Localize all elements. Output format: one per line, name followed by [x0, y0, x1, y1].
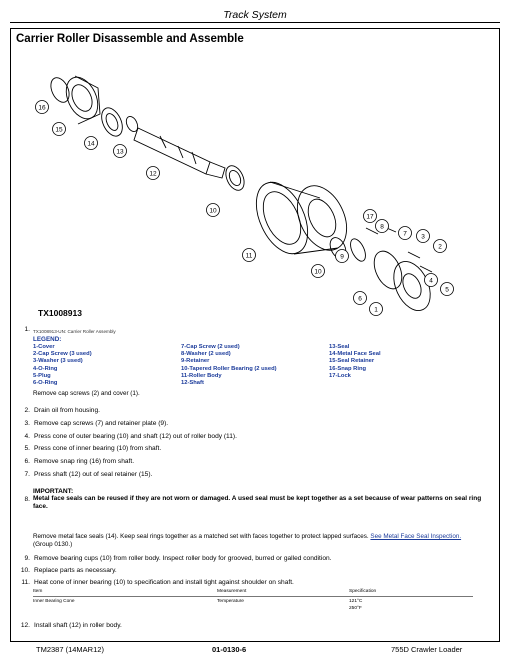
legend-column-1 — [33, 344, 92, 387]
snap-ring-part — [47, 75, 72, 105]
spec-table-divider — [33, 596, 473, 597]
legend-item: 8-Washer (2 used) — [181, 351, 231, 358]
svg-text:13: 13 — [116, 148, 124, 156]
section-title: Carrier Roller Disassemble and Assemble — [16, 33, 244, 45]
callout-3 — [417, 230, 430, 243]
legend-item: 16-Snap Ring — [329, 365, 367, 372]
retainer-part — [347, 237, 368, 264]
callout-12 — [147, 167, 160, 180]
callout-4 — [425, 274, 438, 287]
step-9: 9. Remove bearing cups (10) from roller body. Inspect roller body for grooved, burred or galled condition. — [24, 555, 332, 562]
step-2: 2. Drain oil from housing. — [24, 407, 100, 414]
svg-text:9: 9 — [340, 253, 344, 261]
legend-item: 9-Retainer — [181, 358, 210, 365]
step-4: 4. Press cone of outer bearing (10) and shaft (12) out of roller body (11). — [24, 433, 237, 440]
svg-text:16: 16 — [38, 104, 46, 112]
legend-item: 14-Metal Face Seal — [329, 351, 381, 358]
legend-item: 7-Cap Screw (2 used) — [181, 344, 240, 350]
callout-16 — [36, 101, 49, 114]
step-11: 11. Heat cone of inner bearing (10) to specification and install tight against shoulder on shaft. — [21, 579, 294, 586]
footer-doc-id: TM2387 (14MAR12) — [36, 645, 104, 654]
metal-face-seal-inspection-link[interactable]: See Metal Face Seal Inspection. — [370, 533, 462, 540]
svg-text:7: 7 — [403, 230, 407, 238]
step-8-number: 8. — [24, 496, 30, 503]
svg-text:3: 3 — [421, 233, 425, 241]
svg-text:1: 1 — [374, 306, 378, 314]
legend-item: 11-Roller Body — [181, 372, 222, 379]
svg-text:10: 10 — [314, 268, 322, 276]
shaft-part — [134, 128, 210, 174]
page-header-title: Track System — [223, 9, 287, 21]
svg-text:11: 11 — [245, 252, 253, 260]
callout-2 — [434, 240, 447, 253]
callout-14 — [85, 137, 98, 150]
tapered-bearing-part — [222, 163, 247, 193]
callout-17 — [364, 210, 377, 223]
callout-7 — [399, 227, 412, 240]
o-ring-part — [369, 247, 408, 293]
callout-15 — [53, 123, 66, 136]
step-10: 10. Replace parts as necessary. — [20, 567, 117, 574]
exploded-view-illustration — [20, 58, 490, 320]
step-1-text: Remove cap screws (2) and cover (1). — [33, 390, 140, 397]
callout-10b — [312, 265, 325, 278]
legend-item: 17-Lock — [329, 372, 351, 379]
footer-page-number: 01-0130-6 — [212, 645, 247, 654]
legend-item: 12-Shaft — [181, 380, 204, 387]
step-12: 12. Install shaft (12) in roller body. — [20, 622, 122, 629]
important-text: Metal face seals can be reused if they are not worn or damaged. A used seal must be kept together as a set because of wear patterns on seal ring face. — [33, 495, 482, 511]
legend-item: 1-Cover — [33, 344, 55, 350]
svg-text:4: 4 — [429, 277, 433, 285]
step-6: 6. Remove snap ring (16) from shaft. — [24, 458, 135, 465]
part-callouts — [36, 101, 454, 316]
svg-text:17: 17 — [366, 213, 374, 221]
svg-text:12: 12 — [149, 170, 157, 178]
legend-column-3 — [329, 344, 381, 380]
header-divider — [10, 22, 500, 23]
svg-text:2: 2 — [438, 243, 442, 251]
callout-9 — [336, 250, 349, 263]
step-7: 7. Press shaft (12) out of seal retainer (15). — [24, 471, 153, 478]
callout-8 — [376, 220, 389, 233]
callout-6 — [354, 292, 367, 305]
metal-face-seal-part — [98, 105, 127, 140]
legend-item: 10-Tapered Roller Bearing (2 used) — [181, 365, 277, 372]
legend-item: 5-Plug — [33, 372, 51, 379]
footer-model: 755D Crawler Loader — [391, 645, 463, 654]
figure-id: TX1008913 — [38, 308, 82, 318]
legend-item: 6-O-Ring — [33, 380, 58, 387]
legend-column-2 — [181, 344, 277, 387]
legend-item: 15-Seal Retainer — [329, 358, 375, 365]
step-3: 3. Remove cap screws (7) and retainer plate (9). — [24, 420, 169, 427]
callout-5 — [441, 283, 454, 296]
callout-13 — [114, 145, 127, 158]
legend-item: 3-Washer (3 used) — [33, 358, 83, 365]
legend-item: 2-Cap Screw (3 used) — [33, 351, 92, 358]
svg-text:10: 10 — [209, 207, 217, 215]
step-8-text: Remove metal face seals (14). Keep seal rings together as a matched set with faces together to protect lapped surfaces. See Metal Face Seal Inspection. (Group 0130.) — [33, 533, 462, 548]
svg-text:14: 14 — [87, 140, 95, 148]
svg-text:15: 15 — [55, 126, 63, 134]
callout-10a — [207, 204, 220, 217]
callout-11 — [243, 249, 256, 262]
step-1-number: 1. — [24, 326, 30, 333]
legend-title: LEGEND: — [33, 336, 62, 343]
legend-item: 13-Seal — [329, 344, 350, 350]
svg-text:6: 6 — [358, 295, 362, 303]
important-label: IMPORTANT: — [33, 488, 74, 495]
svg-text:5: 5 — [445, 286, 449, 294]
callout-1 — [370, 303, 383, 316]
svg-text:8: 8 — [380, 223, 384, 231]
figure-reference: TX1008913-UN: Carrier Roller Assembly — [33, 329, 116, 334]
step-5: 5. Press cone of inner bearing (10) from shaft. — [24, 445, 162, 452]
legend-item: 4-O-Ring — [33, 365, 58, 372]
